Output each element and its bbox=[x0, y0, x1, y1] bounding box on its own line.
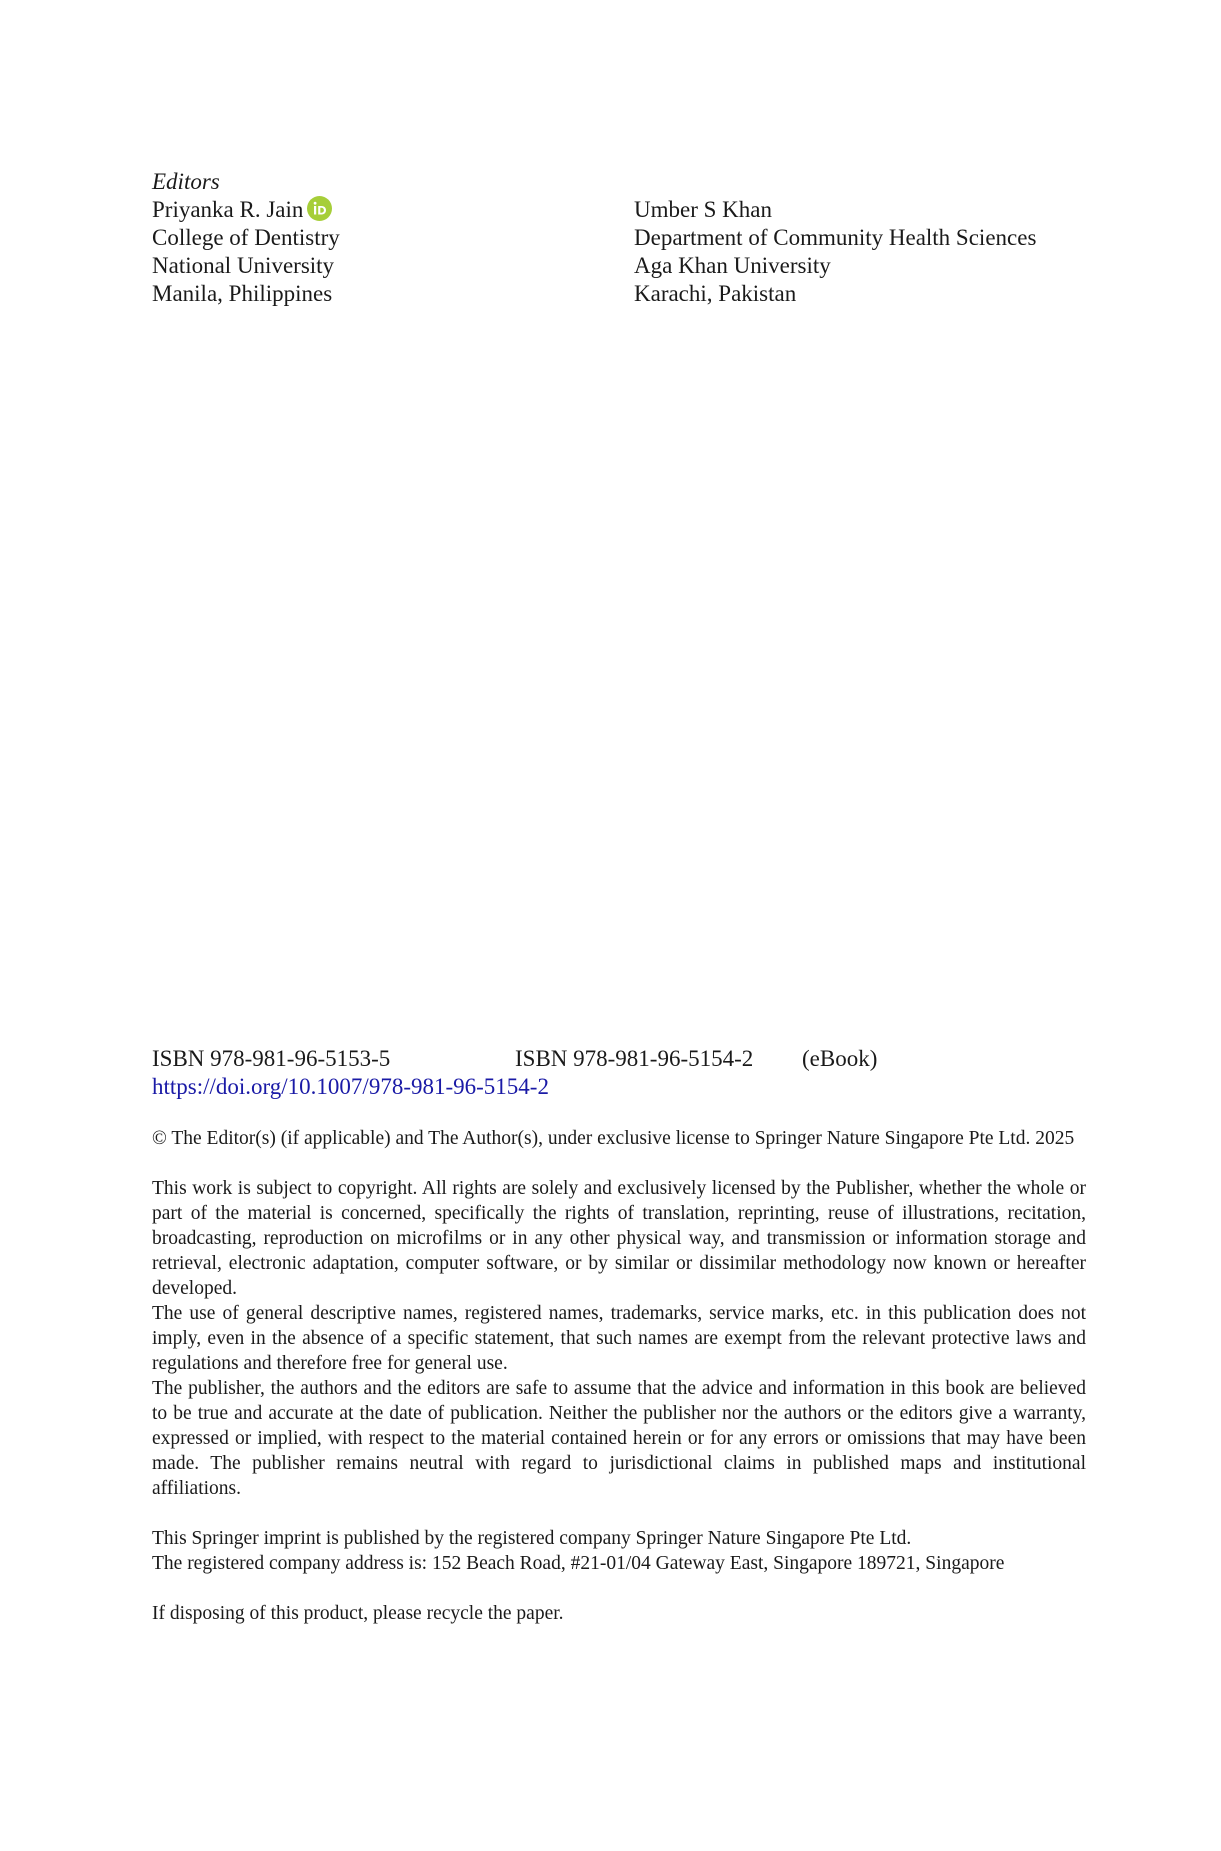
editor-right bbox=[634, 196, 1036, 308]
imprint-section bbox=[152, 1045, 1086, 1626]
recycle-notice: If disposing of this product, please recycle the paper. bbox=[152, 1603, 564, 1624]
editor-affiliation: Manila, Philippines bbox=[152, 281, 333, 306]
publisher-imprint: This Springer imprint is published by the registered company Springer Nature Singapore Pte Ltd. bbox=[152, 1528, 912, 1549]
rights-paragraph: The use of general descriptive names, registered names, trademarks, service marks, etc. in this publication does not imply, even in the absence of a specific statement, that such names are exempt from the relevant protective laws and regulations and therefore free for general use. bbox=[152, 1303, 1086, 1374]
spacer bbox=[152, 1151, 1086, 1176]
editors-label: Editors bbox=[152, 169, 220, 194]
editor-affiliation: Department of Community Health Sciences bbox=[634, 225, 1037, 250]
copyright-notice: © The Editor(s) (if applicable) and The Author(s), under exclusive license to Springer Nature Singapore Pte Ltd. 2025 bbox=[152, 1128, 1075, 1149]
isbn-ebook-note: (eBook) bbox=[802, 1046, 878, 1071]
spacer bbox=[152, 1576, 1086, 1601]
spacer bbox=[152, 1101, 1086, 1126]
editor-affiliation: Karachi, Pakistan bbox=[634, 281, 797, 306]
editor-affiliation: National University bbox=[152, 253, 335, 278]
isbn-print: ISBN 978-981-96-5153-5 bbox=[152, 1046, 391, 1071]
rights-paragraph: The publisher, the authors and the editors are safe to assume that the advice and information in this book are believed to be true and accurate at the date of publication. Neither the publisher nor the authors or the editors give a warranty, expressed or implied, with respect to the material contained herein or for any errors or omissions that may have been made. The publisher remains neutral with regard to jurisdictional claims in published maps and institutional affiliations. bbox=[152, 1378, 1086, 1499]
editors-section bbox=[152, 168, 1082, 306]
editor-left bbox=[152, 196, 340, 308]
publisher-address: The registered company address is: 152 Beach Road, #21-01/04 Gateway East, Singapore 189721, Singapore bbox=[152, 1553, 1005, 1574]
editor-name-row bbox=[152, 196, 340, 224]
orcid-icon[interactable] bbox=[307, 196, 332, 221]
editor-name: Umber S Khan bbox=[634, 197, 772, 222]
editor-affiliation: Aga Khan University bbox=[634, 253, 831, 278]
rights-paragraph: This work is subject to copyright. All rights are solely and exclusively licensed by the Publisher, whether the whole or part of the material is concerned, specifically the rights of translation, reprinting, reuse of illustrations, recitation, broadcasting, reproduction on microfilms or in any other physical way, and transmission or information storage and retrieval, electronic adaptation, computer software, or by similar or dissimilar methodology now known or hereafter developed. bbox=[152, 1178, 1086, 1299]
doi-link[interactable]: https://doi.org/10.1007/978-981-96-5154-2 bbox=[152, 1074, 549, 1099]
isbn-ebook: ISBN 978-981-96-5154-2 bbox=[515, 1046, 754, 1071]
spacer bbox=[152, 1501, 1086, 1526]
editor-name: Priyanka R. Jain bbox=[152, 197, 304, 222]
isbn-row bbox=[152, 1045, 1086, 1073]
editor-affiliation: College of Dentistry bbox=[152, 225, 340, 250]
